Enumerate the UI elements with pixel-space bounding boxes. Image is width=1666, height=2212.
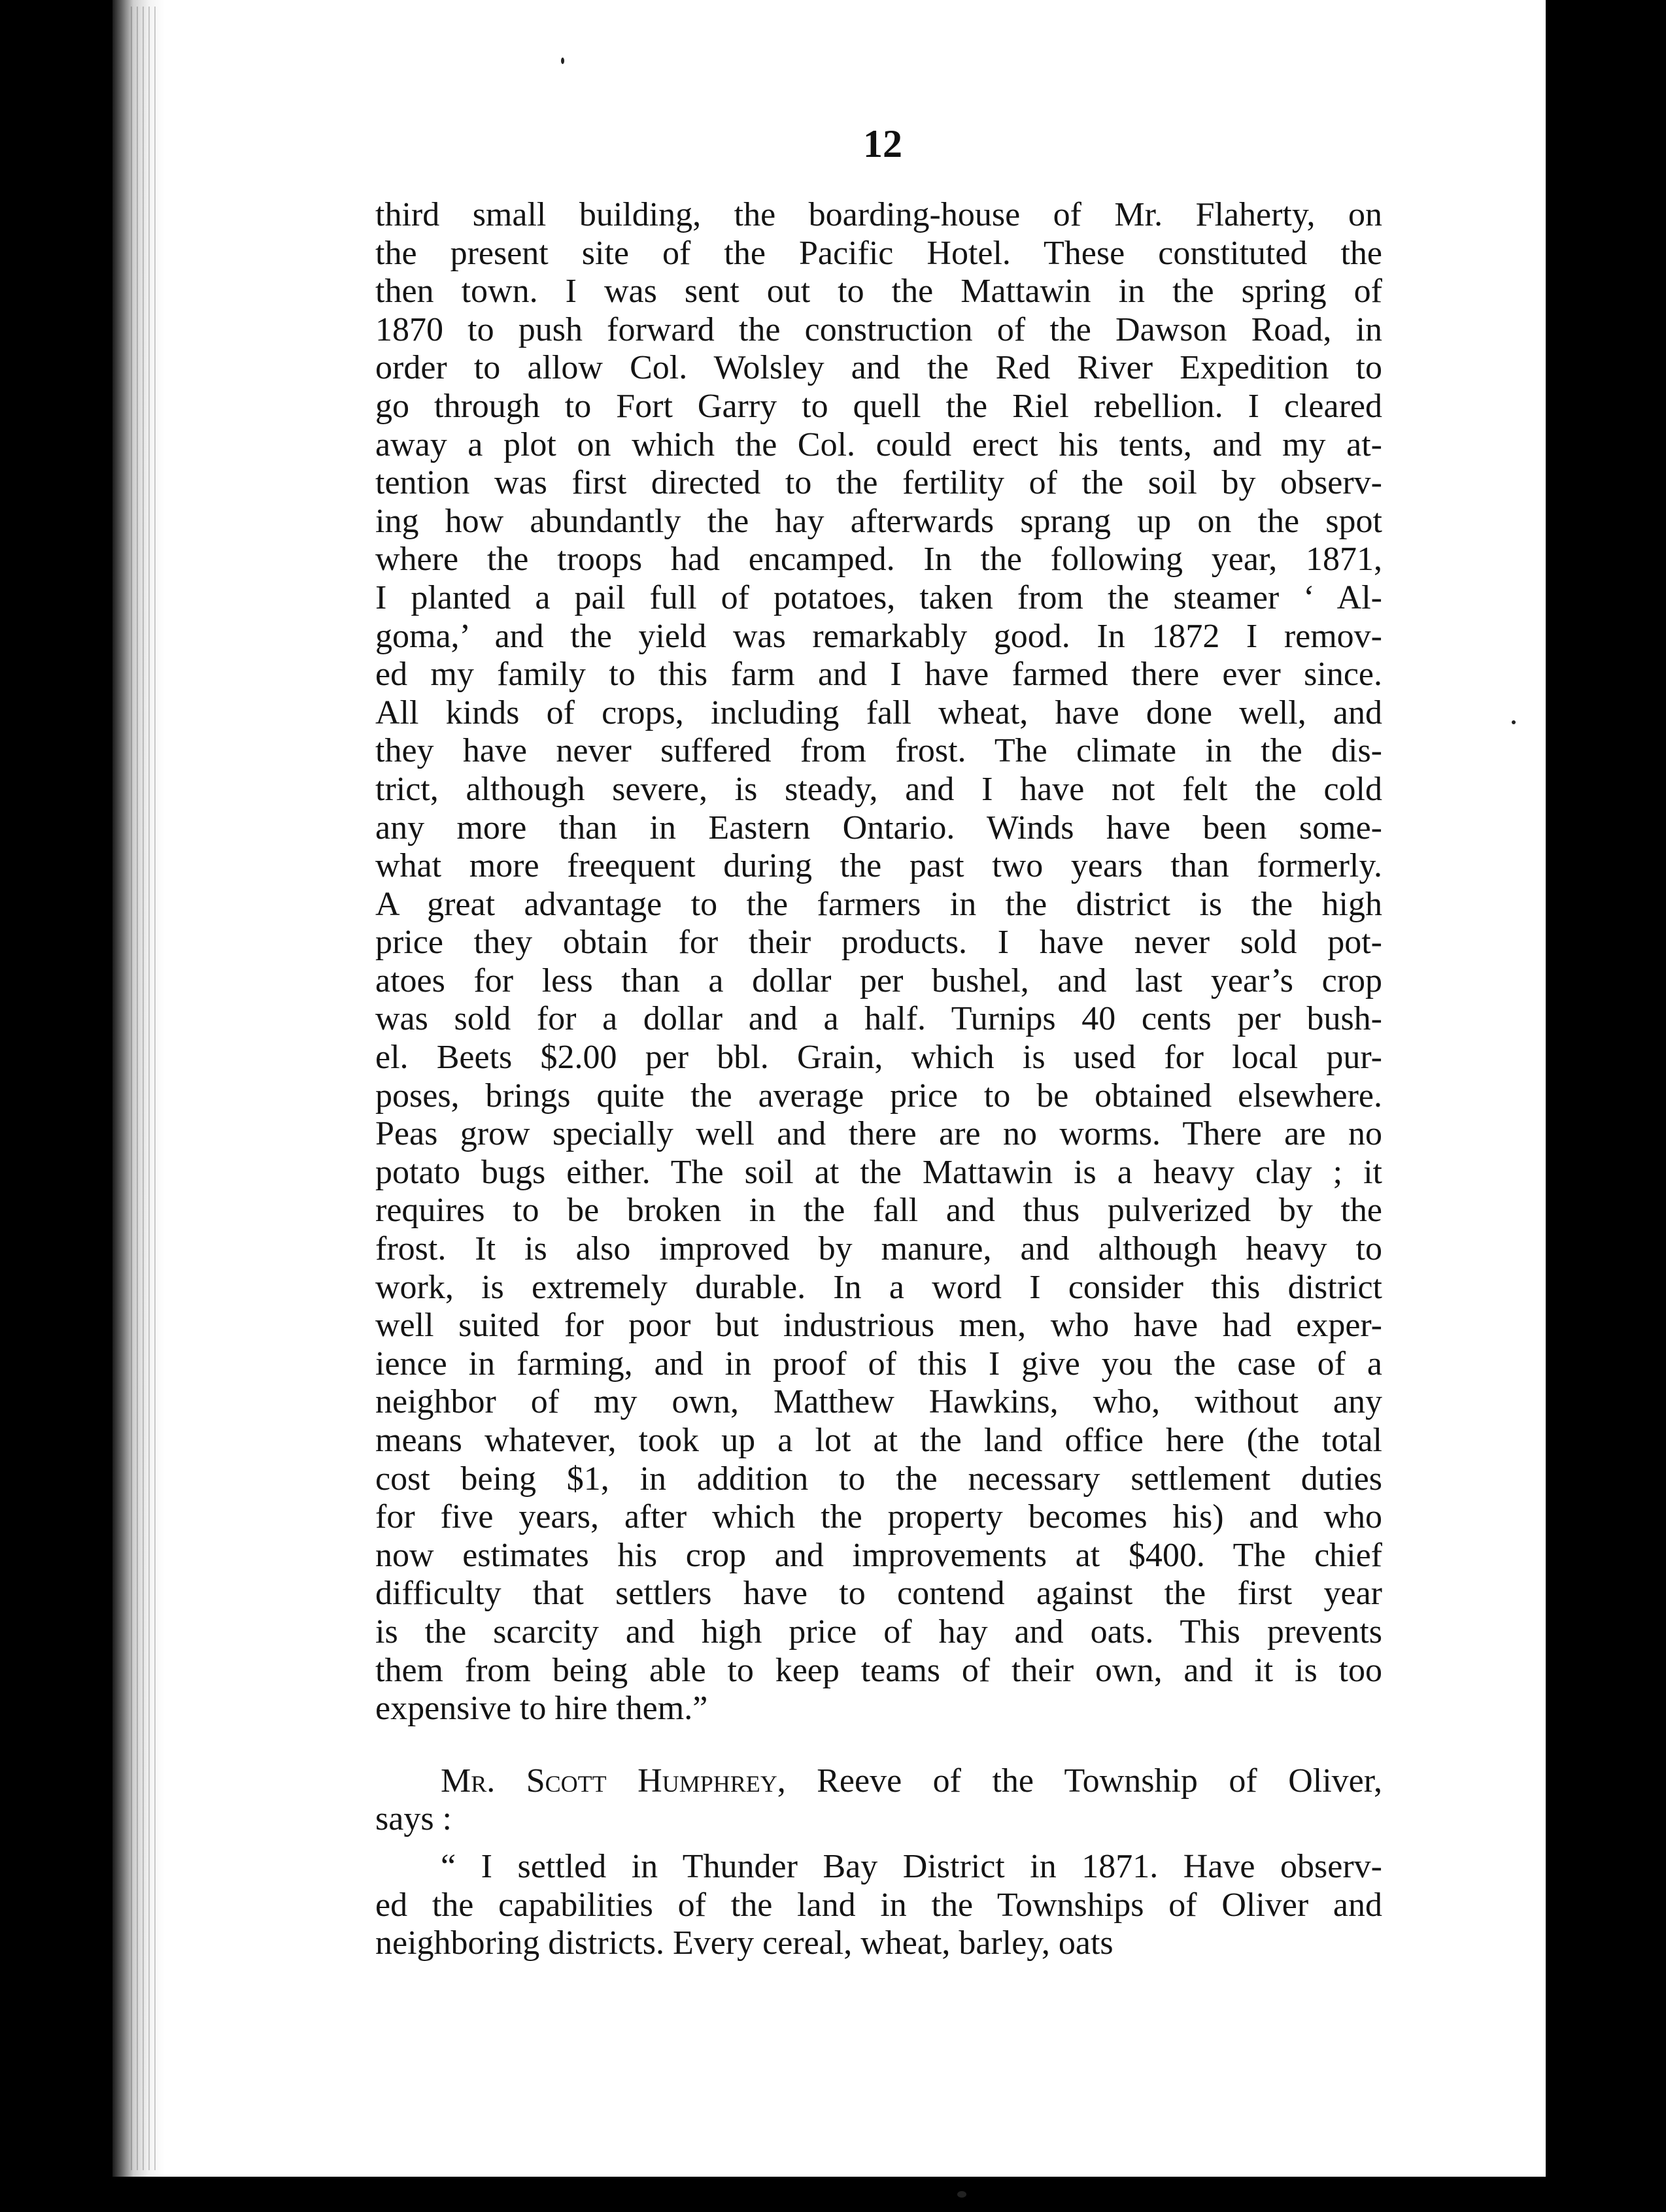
text-line: where the troops had encamped. In the following year, 1871, <box>375 541 1382 578</box>
text-line: ing how abundantly the hay afterwards sprang up on the spot <box>375 502 1382 540</box>
text-line: goma,’ and the yield was remarkably good. In 1872 I remov- <box>375 617 1382 655</box>
speaker-name: Mr. Scott Humphrey, <box>441 1762 786 1800</box>
text-line: I planted a pail full of potatoes, taken from the steamer ‘ Al- <box>375 578 1382 616</box>
text-line: All kinds of crops, including fall wheat, have done well, and <box>375 694 1382 731</box>
paragraph-testimony-continued <box>375 196 1382 1728</box>
text-line: Peas grow specially well and there are no worms. There are no <box>375 1115 1382 1153</box>
print-speck <box>957 2191 966 2198</box>
text-line: ed my family to this farm and I have farmed there ever since. <box>375 656 1382 694</box>
speaker-title: Reeve of the Township of Oliver, <box>785 1762 1382 1800</box>
page-edge-stack <box>131 7 157 2170</box>
text-line: any more than in Eastern Ontario. Winds have been some- <box>375 809 1382 846</box>
text-line: was sold for a dollar and a half. Turnips 40 cents per bush- <box>375 1000 1382 1038</box>
text-line: “ I settled in Thunder Bay District in 1871. Have observ- <box>441 1847 1382 1885</box>
text-line: price they obtain for their products. I have never sold pot- <box>375 924 1382 962</box>
print-speck <box>1512 720 1516 724</box>
text-line: potato bugs either. The soil at the Mattawin is a heavy clay ; it <box>375 1153 1382 1191</box>
text-line: them from being able to keep teams of their own, and it is too <box>375 1651 1382 1689</box>
paragraph-gap <box>375 1728 1382 1762</box>
paragraph-gap <box>375 1839 1382 1848</box>
text-line: tention was first directed to the fertility of the soil by observ- <box>375 464 1382 502</box>
text-line: requires to be broken in the fall and thus pulverized by the <box>375 1192 1382 1230</box>
text-line: go through to Fort Garry to quell the Riel rebellion. I cleared <box>375 387 1382 425</box>
text-line: what more freequent during the past two years than formerly. <box>375 847 1382 885</box>
text-line: trict, although severe, is steady, and I have not felt the cold <box>375 770 1382 808</box>
body-text <box>375 196 1382 1963</box>
text-line: now estimates his crop and improvements at $400. The chief <box>375 1536 1382 1574</box>
text-line: means whatever, took up a lot at the land office here (the total <box>375 1422 1382 1459</box>
text-line: expensive to hire them.” <box>375 1690 708 1728</box>
text-line: away a plot on which the Col. could erect his tents, and my at- <box>375 426 1382 463</box>
text-line: says : <box>375 1800 452 1838</box>
text-line: third small building, the boarding-house of Mr. Flaherty, on <box>375 196 1382 233</box>
text-line: for five years, after which the property becomes his) and who <box>375 1498 1382 1536</box>
text-line: order to allow Col. Wolsley and the Red River Expedition to <box>375 349 1382 387</box>
text-line <box>375 1762 1382 1801</box>
text-line: ience in farming, and in proof of this I give you the case of a <box>375 1345 1382 1382</box>
print-speck <box>561 58 564 64</box>
text-line: ed the capabilities of the land in the Townships of Oliver and <box>375 1886 1382 1924</box>
page-number: 12 <box>863 122 902 165</box>
text-line: neighbor of my own, Matthew Hawkins, who, without any <box>375 1383 1382 1421</box>
text-line: 1870 to push forward the construction of the Dawson Road, in <box>375 310 1382 348</box>
text-line: frost. It is also improved by manure, and although heavy to <box>375 1230 1382 1268</box>
text-line: poses, brings quite the average price to be obtained elsewhere. <box>375 1077 1382 1114</box>
text-line: atoes for less than a dollar per bushel, and last year’s crop <box>375 962 1382 999</box>
text-line: then town. I was sent out to the Mattawin in the spring of <box>375 273 1382 310</box>
paragraph-testimony-humphrey <box>375 1848 1382 1963</box>
text-line: is the scarcity and high price of hay and oats. This prevents <box>375 1613 1382 1651</box>
text-line: work, is extremely durable. In a word I consider this district <box>375 1268 1382 1306</box>
text-line: well suited for poor but industrious men, who have had exper- <box>375 1307 1382 1345</box>
text-line: A great advantage to the farmers in the district is the high <box>375 885 1382 923</box>
text-line: difficulty that settlers have to contend against the first year <box>375 1575 1382 1613</box>
text-line: el. Beets $2.00 per bbl. Grain, which is used for local pur- <box>375 1039 1382 1077</box>
paragraph-speaker-intro <box>375 1762 1382 1839</box>
text-line: they have never suffered from frost. The climate in the dis- <box>375 732 1382 770</box>
text-line: the present site of the Pacific Hotel. These constituted the <box>375 234 1382 272</box>
text-line: cost being $1, in addition to the necessary settlement duties <box>375 1460 1382 1498</box>
text-line: neighboring districts. Every cereal, wheat, barley, oats <box>375 1924 1114 1962</box>
